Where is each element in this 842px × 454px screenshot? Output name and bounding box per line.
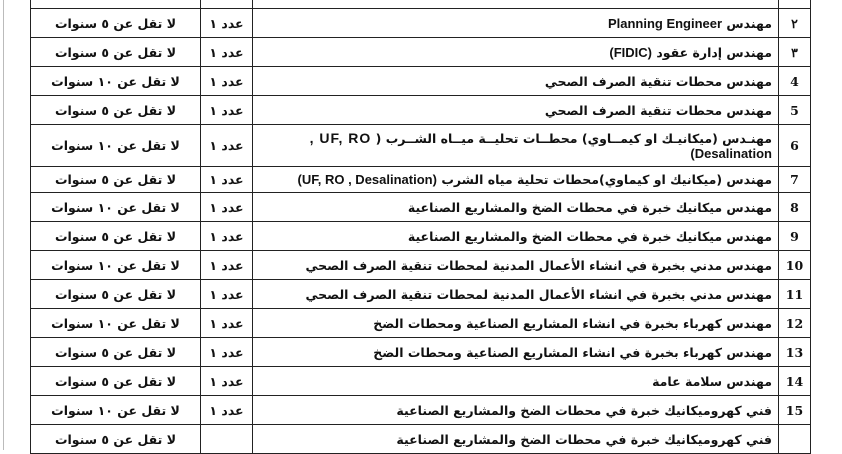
table-row xyxy=(31,125,811,167)
row-number: 10 xyxy=(779,251,811,280)
row-number: 14 xyxy=(779,367,811,396)
table-row xyxy=(31,67,811,96)
position-count: عدد ١ xyxy=(201,96,253,125)
experience-requirement: لا تقل عن ٥ سنوات xyxy=(31,338,201,367)
job-title: فني كهروميكانيك خبرة في محطات الضخ والمشاريع الصناعية xyxy=(253,425,779,454)
position-count: عدد ١ xyxy=(201,67,253,96)
job-title: مهندس مدني بخبرة في انشاء الأعمال المدنية لمحطات تنقية الصرف الصحي xyxy=(253,251,779,280)
experience-requirement: لا تقل عن ١٠ سنوات xyxy=(31,193,201,222)
job-title: مهندس ميكانيك خبرة في محطات الضخ والمشاريع الصناعية xyxy=(253,193,779,222)
position-count: عدد ١ xyxy=(201,193,253,222)
job-title: فني كهروميكانيك خبرة في محطات الضخ والمشاريع الصناعية xyxy=(253,396,779,425)
job-title: مهندس محطات تنقية الصرف الصحي xyxy=(253,96,779,125)
job-title xyxy=(253,38,779,67)
row-number: 13 xyxy=(779,338,811,367)
position-count: عدد ١ xyxy=(201,251,253,280)
table-row xyxy=(31,425,811,454)
row-number: 11 xyxy=(779,280,811,309)
table-row xyxy=(31,367,811,396)
job-title: مهندس مدني بخبرة في انشاء الأعمال المدنية لمحطات تنقية الصرف الصحي xyxy=(253,280,779,309)
position-count: عدد ١ xyxy=(201,222,253,251)
table-row xyxy=(31,251,811,280)
table-row xyxy=(31,338,811,367)
job-title xyxy=(253,0,779,9)
row-number: ٣ xyxy=(779,38,811,67)
row-number: 5 xyxy=(779,96,811,125)
job-title-latin: (FIDIC) xyxy=(609,44,653,60)
position-count: عدد ١ xyxy=(201,125,253,167)
table-row xyxy=(31,193,811,222)
experience-requirement: لا تقل عن ٥ سنوات xyxy=(31,425,201,454)
job-title-arabic: مهندس xyxy=(726,15,772,31)
position-count: عدد ١ xyxy=(201,167,253,193)
table-row xyxy=(31,96,811,125)
table-row xyxy=(31,222,811,251)
row-number: ٢ xyxy=(779,9,811,38)
row-number xyxy=(779,0,811,9)
table-row xyxy=(31,167,811,193)
experience-requirement: لا تقل عن ١٠ سنوات xyxy=(31,309,201,338)
table-row xyxy=(31,0,811,9)
job-title-latin: UF, RO , xyxy=(309,129,372,146)
row-number: 4 xyxy=(779,67,811,96)
experience-requirement: لا تقل عن ٥ سنوات xyxy=(31,280,201,309)
job-title-arabic: مهندس (ميكانيك او كيماوي)محطات تحلية مياه الشرب xyxy=(441,172,772,187)
job-title-latin: (UF, RO , Desalination) xyxy=(297,172,437,187)
row-number: 9 xyxy=(779,222,811,251)
job-title-latin: Planning Engineer xyxy=(607,15,723,31)
experience-requirement: لا تقل عن ١٠ سنوات xyxy=(31,251,201,280)
position-count: عدد ١ xyxy=(201,9,253,38)
table-row xyxy=(31,309,811,338)
position-count: عدد ١ xyxy=(201,338,253,367)
experience-requirement: لا تقل عن ٥ سنوات xyxy=(31,38,201,67)
experience-requirement: لا تقل عن ٥ سنوات xyxy=(31,9,201,38)
position-count: عدد ١ xyxy=(201,396,253,425)
row-number: 8 xyxy=(779,193,811,222)
job-title xyxy=(253,167,779,193)
job-title: مهندس كهرباء بخبرة في انشاء المشاريع الصناعية ومحطات الضخ xyxy=(253,309,779,338)
experience-requirement: لا تقل عن ٥ سنوات xyxy=(31,96,201,125)
row-number: 12 xyxy=(779,309,811,338)
position-count xyxy=(201,0,253,9)
position-count: عدد ١ xyxy=(201,280,253,309)
row-number xyxy=(779,425,811,454)
position-count: عدد ١ xyxy=(201,309,253,338)
table-row xyxy=(31,396,811,425)
row-number: 7 xyxy=(779,167,811,193)
job-title-arabic: مهنـدس (ميكانيـك او كيمــاوي) محطــات تحليــة ميــاه الشــرب ( xyxy=(375,130,772,146)
job-openings-table xyxy=(30,0,811,454)
experience-requirement: لا تقل عن ٥ سنوات xyxy=(31,367,201,396)
table-row xyxy=(31,9,811,38)
position-count: عدد ١ xyxy=(201,38,253,67)
job-title xyxy=(253,125,779,167)
position-count: عدد ١ xyxy=(201,367,253,396)
row-number: 15 xyxy=(779,396,811,425)
job-title xyxy=(253,9,779,38)
row-number: 6 xyxy=(779,125,811,167)
table-row xyxy=(31,38,811,67)
job-title-arabic: مهندس إدارة عقود xyxy=(656,44,772,60)
experience-requirement xyxy=(31,0,201,9)
job-title-second-line: Desalination) xyxy=(690,145,772,161)
experience-requirement: لا تقل عن ١٠ سنوات xyxy=(31,125,201,167)
job-title: مهندس محطات تنقية الصرف الصحي xyxy=(253,67,779,96)
job-title: مهندس سلامة عامة xyxy=(253,367,779,396)
position-count xyxy=(201,425,253,454)
experience-requirement: لا تقل عن ٥ سنوات xyxy=(31,167,201,193)
experience-requirement: لا تقل عن ١٠ سنوات xyxy=(31,396,201,425)
job-title: مهندس كهرباء بخبرة في انشاء المشاريع الصناعية ومحطات الضخ xyxy=(253,338,779,367)
experience-requirement: لا تقل عن ١٠ سنوات xyxy=(31,67,201,96)
job-title: مهندس ميكانيك خبرة في محطات الضخ والمشاريع الصناعية xyxy=(253,222,779,251)
table-row xyxy=(31,280,811,309)
experience-requirement: لا تقل عن ٥ سنوات xyxy=(31,222,201,251)
page-edge-divider xyxy=(3,0,4,450)
